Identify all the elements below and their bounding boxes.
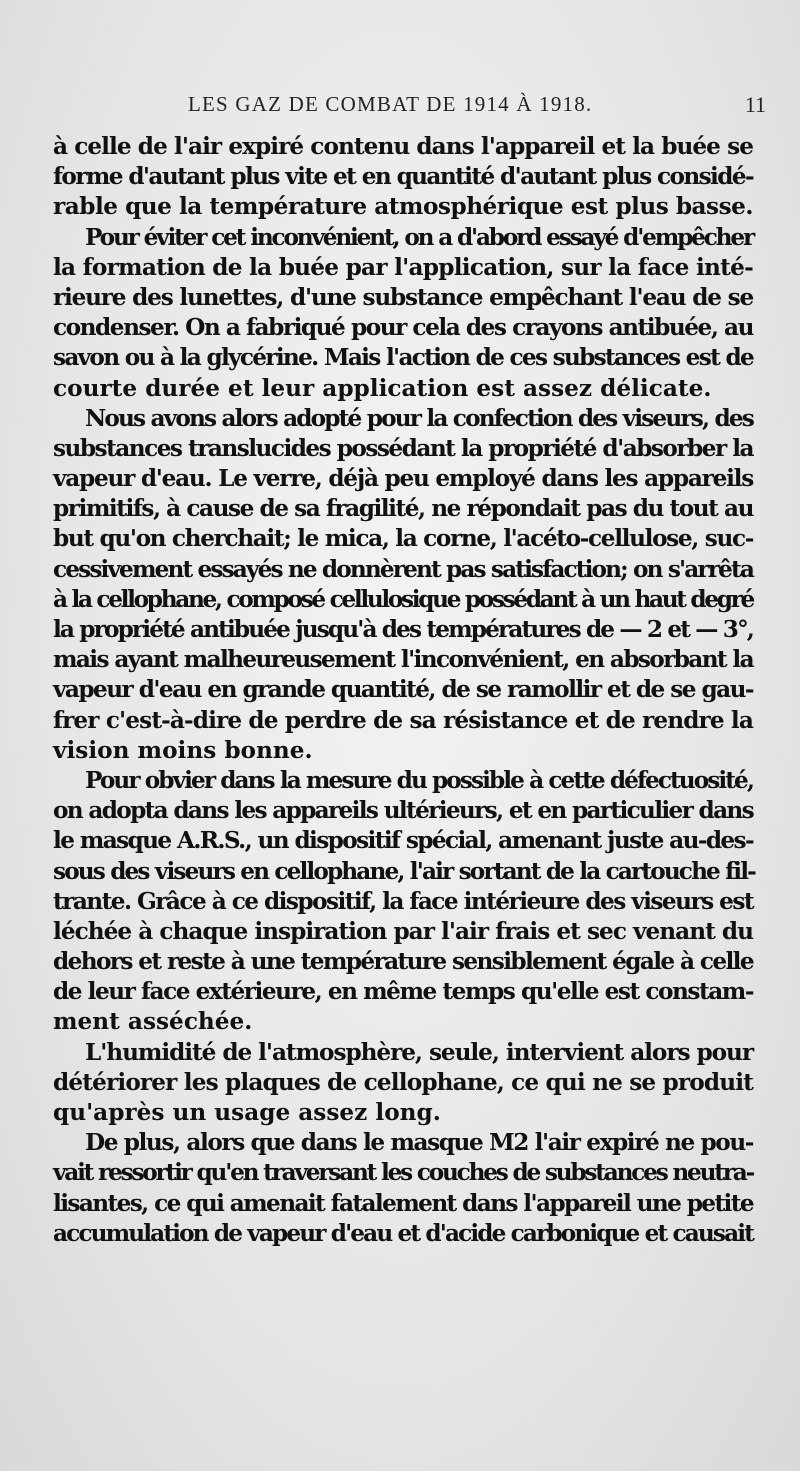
text-line: sous des viseurs en cellophane, l'air sortant de la cartouche fil- bbox=[53, 857, 755, 885]
text-line: le masque A.R.S., un dispositif spécial, amenant juste au-des- bbox=[53, 827, 753, 855]
text-line: à celle de l'air expiré contenu dans l'appareil et la buée se bbox=[53, 133, 753, 160]
text-line: on adopta dans les appareils ultérieurs, et en particulier dans bbox=[53, 797, 753, 825]
page-header bbox=[188, 92, 778, 126]
text-line: cessivement essayés ne donnèrent pas satisfaction; on s'arrêta bbox=[53, 555, 753, 583]
text-line: accumulation de vapeur d'eau et d'acide carbonique et causait bbox=[53, 1219, 753, 1247]
paragraph bbox=[53, 404, 753, 766]
paragraph bbox=[53, 1038, 753, 1129]
text-line: Pour obvier dans la mesure du possible à cette défectuosité, bbox=[85, 766, 753, 794]
paragraph bbox=[53, 1128, 753, 1249]
text-line: dehors et reste à une température sensiblement égale à celle bbox=[53, 948, 753, 976]
text-line: vait ressortir qu'en traversant les couches de substances neutra- bbox=[53, 1159, 753, 1187]
text-line: savon ou à la glycérine. Mais l'action de ces substances est de bbox=[53, 344, 753, 372]
text-line: léchée à chaque inspiration par l'air frais et sec venant du bbox=[53, 917, 753, 945]
text-line: qu'après un usage assez long. bbox=[53, 1099, 441, 1126]
text-line: vision moins bonne. bbox=[53, 736, 313, 764]
paragraph bbox=[53, 132, 753, 223]
text-line: condenser. On a fabriqué pour cela des crayons antibuée, au bbox=[53, 314, 753, 342]
text-line: la formation de la buée par l'application, sur la face inté- bbox=[53, 253, 753, 281]
text-line: lisantes, ce qui amenait fatalement dans l'appareil une petite bbox=[53, 1189, 753, 1217]
text-line: De plus, alors que dans le masque M2 l'air expiré ne pou- bbox=[85, 1129, 753, 1157]
text-line: but qu'on cherchait; le mica, la corne, l'acéto-cellulose, suc- bbox=[53, 525, 753, 553]
text-line: L'humidité de l'atmosphère, seule, intervient alors pour bbox=[85, 1038, 753, 1066]
running-title: LES GAZ DE COMBAT DE 1914 À 1918. bbox=[188, 92, 593, 116]
text-line: Nous avons alors adopté pour la confection des viseurs, des bbox=[85, 404, 753, 432]
paragraph bbox=[53, 223, 753, 404]
page-number: 11 bbox=[744, 92, 766, 117]
text-line: forme d'autant plus vite et en quantité d'autant plus considé- bbox=[53, 163, 753, 191]
text-line: mais ayant malheureusement l'inconvénient, en absorbant la bbox=[53, 646, 753, 674]
text-line: détériorer les plaques de cellophane, ce qui ne se produit bbox=[53, 1068, 753, 1096]
text-line: la propriété antibuée jusqu'à des températures de — 2 et — 3°, bbox=[53, 616, 753, 643]
paragraph bbox=[53, 766, 753, 1038]
text-line: ment asséchée. bbox=[53, 1008, 253, 1036]
text-line: courte durée et leur application est assez délicate. bbox=[53, 374, 712, 402]
text-line: à la cellophane, composé cellulosique possédant à un haut degré bbox=[53, 585, 753, 613]
text-line: primitifs, à cause de sa fragilité, ne répondait pas du tout au bbox=[53, 495, 753, 523]
text-line: frer c'est-à-dire de perdre de sa résistance et de rendre la bbox=[53, 706, 753, 734]
text-line: substances translucides possédant la propriété d'absorber la bbox=[53, 434, 753, 462]
text-line: vapeur d'eau. Le verre, déjà peu employé dans les appareils bbox=[53, 465, 753, 493]
text-line: rable que la température atmosphérique est plus basse. bbox=[53, 193, 753, 221]
text-line: rieure des lunettes, d'une substance empêchant l'eau de se bbox=[53, 283, 753, 311]
text-line: de leur face extérieure, en même temps qu'elle est constam- bbox=[53, 978, 753, 1006]
body-text bbox=[53, 132, 753, 1249]
text-line: trante. Grâce à ce dispositif, la face intérieure des viseurs est bbox=[53, 887, 754, 915]
text-line: Pour éviter cet inconvénient, on a d'abord essayé d'empêcher bbox=[85, 223, 753, 251]
text-line: vapeur d'eau en grande quantité, de se ramollir et de se gau- bbox=[53, 676, 753, 704]
